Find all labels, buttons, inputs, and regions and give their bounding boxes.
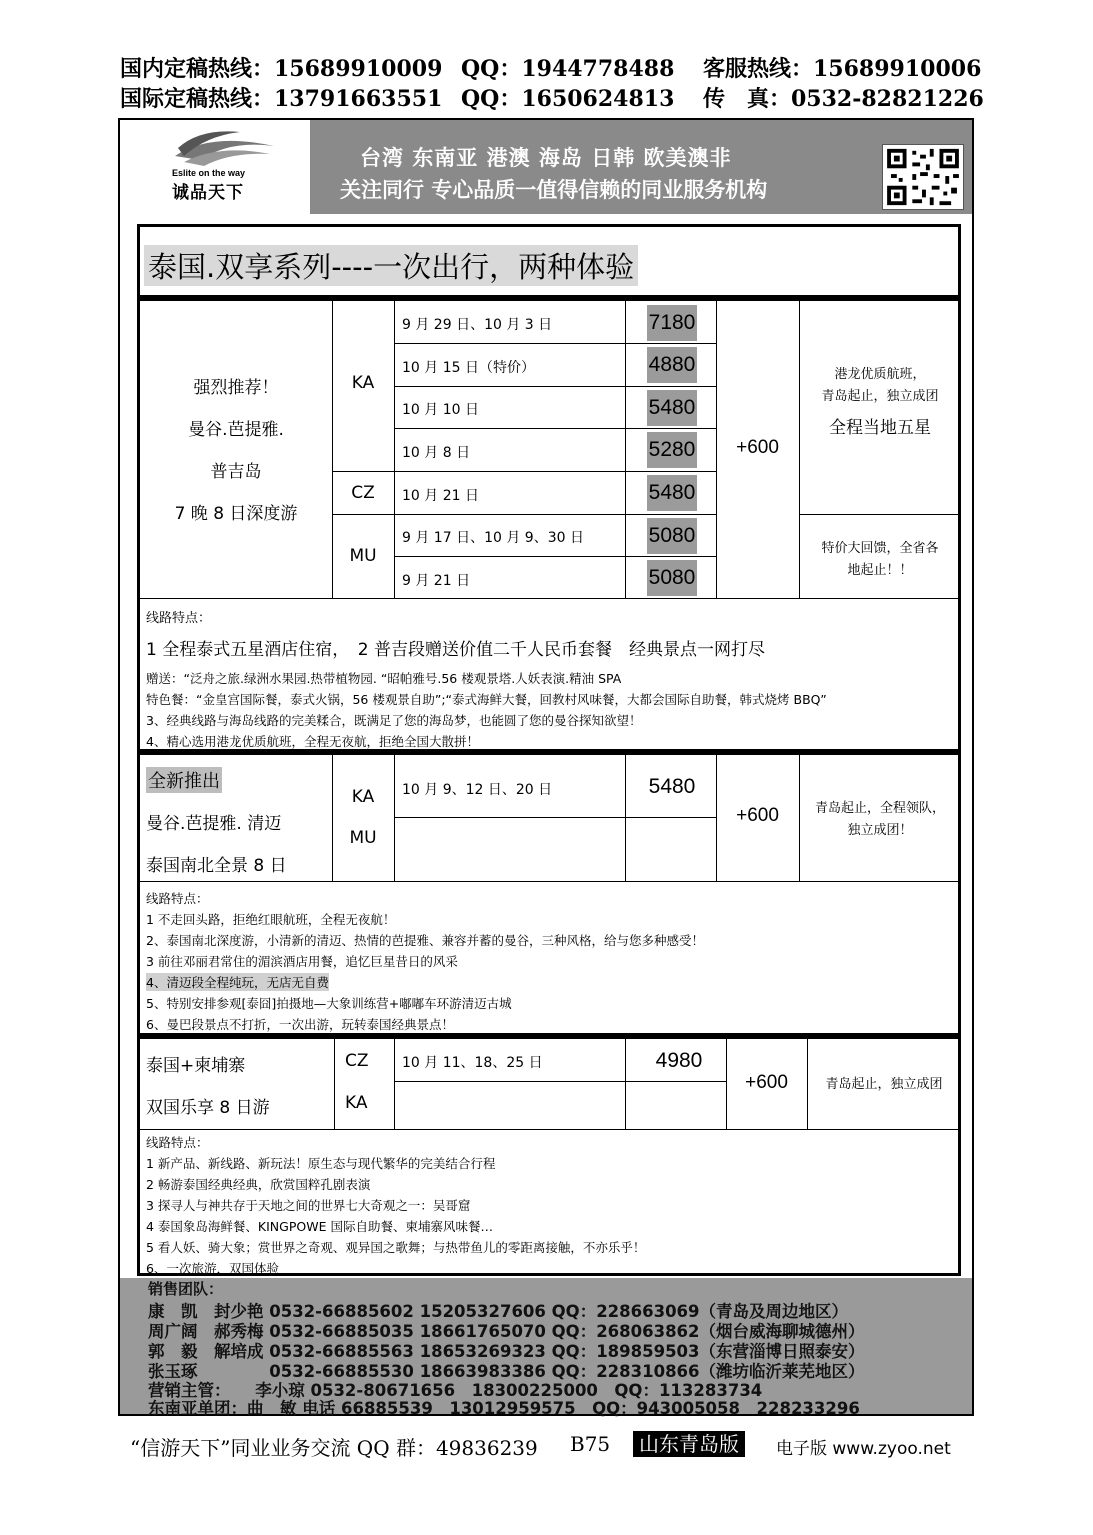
banner-slogan-panel — [310, 120, 972, 214]
qq-2: QQ：1650624813 — [461, 86, 675, 112]
feature-item: 2、泰国南北深度游，小清新的清迈、热情的芭提雅、兼容并蓄的曼谷，三种风格，给与您多种感受！ — [146, 933, 704, 948]
price: 5480 — [647, 390, 697, 426]
sales-contact-row: 东南亚单团：曲 敏 电话 66885539 13012959575 QQ：943005058 228233296 — [148, 1399, 860, 1418]
airline-ka: KA — [345, 1093, 368, 1113]
page-number: B75 — [570, 1432, 611, 1456]
note-departure: 青岛起止，全程领队， — [814, 801, 945, 816]
features-title: 线路特点： — [146, 611, 212, 626]
feature-item: 5、特别安排参观[泰囧]拍摄地—大象训练营+嘟嘟车环游清迈古城 — [146, 996, 512, 1011]
airline-cz: CZ — [345, 1051, 369, 1071]
departure-date: 10 月 15 日（特价） — [402, 360, 535, 376]
sales-contact-row: 郭 毅 解培成 0532-66885563 18653269323 QQ：189859503（东营淄博日照泰安） — [148, 1342, 865, 1361]
note-special-2: 地起止！！ — [847, 563, 913, 578]
features-title: 线路特点： — [146, 1135, 209, 1150]
airline-mu: MU — [349, 828, 377, 848]
feature-item: 赠送：“泛舟之旅.绿洲水果园.热带植物园. “昭帕雅号.56 楼观景塔.人妖表演.精油 SPA — [146, 671, 622, 686]
airline-ka: KA — [351, 787, 375, 807]
feature-item: 4、精心选用港龙优质航班，全程无夜航，拒绝全国大散拼！ — [146, 734, 479, 749]
product-route-2: 普吉岛 — [210, 462, 262, 482]
note-hotel: 全程当地五星 — [829, 418, 931, 438]
sales-contact-row: 康 凯 封少艳 0532-66885602 15205327606 QQ：228663069（青岛及周边地区） — [148, 1302, 849, 1321]
product-duration: 双国乐享 8 日游 — [146, 1098, 270, 1118]
qq-group: “信游天下”同业业务交流 QQ 群：49836239 — [130, 1436, 538, 1460]
new-badge: 全新推出 — [146, 767, 222, 793]
feature-item: 6、曼巴段景点不打折，一次出游，玩转泰国经典景点！ — [146, 1017, 454, 1032]
feature-item: 特色餐：“金皇宫国际餐，泰式火锅，56 楼观景自助”;“泰式海鲜大餐，回教村风味餐，大都会国际自助餐，韩式烧烤 BBQ” — [146, 692, 827, 707]
price: 5480 — [647, 475, 697, 511]
surcharge: +600 — [736, 437, 779, 458]
price: 4980 — [655, 1049, 703, 1072]
airline-ka: KA — [351, 373, 375, 393]
note-special: 特价大回馈，全省各 — [821, 541, 939, 556]
airline-mu: MU — [349, 546, 377, 566]
feature-item: 3 前往邓丽君常住的湄滨酒店用餐，追忆巨星昔日的风采 — [146, 954, 458, 969]
feature-highlight: 1 全程泰式五星酒店住宿， 2 普吉段赠送价值二千人民币套餐 经典景点一网打尽 — [146, 640, 765, 660]
fax-number: 传 真：0532-82821226 — [703, 86, 984, 112]
logo-english: Eslite on the way — [172, 168, 246, 178]
feature-item: 3、经典线路与海岛线路的完美糅合，既满足了您的海岛梦，也能圆了您的曼谷探知欲望！ — [146, 713, 642, 728]
sales-title: 销售团队： — [148, 1280, 224, 1298]
feature-item: 1 不走回头路，拒绝红眼航班，全程无夜航！ — [146, 912, 396, 927]
feature-item: 4、清迈段全程纯玩，无店无自费 — [146, 975, 329, 990]
logo — [120, 120, 310, 214]
departure-date: 10 月 21 日 — [402, 488, 479, 504]
international-hotline: 国际定稿热线：13791663551 — [120, 86, 443, 112]
wing-logo-icon — [170, 126, 280, 170]
series-title: 泰国.双享系列----一次出行，两种体验 — [144, 245, 638, 286]
product-section-1 — [137, 298, 961, 752]
product-route: 曼谷.芭提雅. 清迈 — [146, 814, 282, 834]
departure-date: 10 月 10 日 — [402, 402, 479, 418]
airline-cz: CZ — [351, 483, 375, 503]
features-title: 线路特点： — [146, 891, 209, 906]
series-title-box — [137, 224, 961, 298]
product-duration: 泰国南北全景 8 日 — [146, 856, 287, 876]
qq-1: QQ：1944778488 — [461, 56, 675, 82]
product-route: 泰国+柬埔寨 — [146, 1056, 246, 1076]
product-section-3 — [137, 1036, 961, 1276]
feature-item: 3 探寻人与神共存于天地之间的世界七大奇观之一：吴哥窟 — [146, 1198, 471, 1213]
feature-item: 1 新产品、新线路、新玩法！原生态与现代繁华的完美结合行程 — [146, 1156, 496, 1171]
sales-contact-row: 营销主管： 李小琼 0532-80671656 18300225000 QQ：113283734 — [148, 1381, 763, 1400]
edition-badge: 山东青岛版 — [633, 1431, 745, 1457]
sales-contact-row: 周广阔 郝秀梅 0532-66885035 18661765070 QQ：268063862（烟台威海聊城德州） — [148, 1322, 865, 1341]
banner — [120, 120, 972, 214]
product-section-2 — [137, 752, 961, 1036]
price: 4880 — [647, 347, 697, 383]
departure-date: 10 月 11、18、25 日 — [402, 1055, 543, 1071]
departure-date: 10 月 8 日 — [402, 445, 471, 461]
surcharge: +600 — [736, 805, 779, 826]
departure-date: 9 月 21 日 — [402, 573, 471, 589]
departure-date: 10 月 9、12 日、20 日 — [402, 782, 553, 798]
domestic-hotline: 国内定稿热线：15689910009 — [120, 56, 443, 82]
price: 7180 — [647, 305, 697, 341]
price: 5280 — [647, 432, 697, 468]
note-group: 独立成团！ — [847, 823, 913, 838]
note-departure: 青岛起止，独立成团 — [825, 1077, 943, 1092]
note-departure: 青岛起止，独立成团 — [821, 389, 939, 404]
website-link[interactable]: 电子版 www.zyoo.net — [776, 1439, 951, 1459]
price: 5080 — [647, 560, 697, 596]
sales-team-panel — [120, 1278, 972, 1418]
sales-contact-row: 张玉琢 0532-66885530 18663983386 QQ：228310866（潍坊临沂莱芜地区） — [148, 1362, 865, 1381]
departure-date: 9 月 17 日、10 月 9、30 日 — [402, 530, 584, 546]
destinations-line: 台湾 东南亚 港澳 海岛 日韩 欧美澳非 — [360, 146, 732, 170]
slogan-line: 关注同行 专心品质一值得信赖的同业服务机构 — [340, 178, 768, 202]
price: 5080 — [647, 518, 697, 554]
feature-item: 4 泰国象岛海鲜餐、KINGPOWE 国际自助餐、柬埔寨风味餐… — [146, 1219, 493, 1234]
feature-item: 2 畅游泰国经典经典，欣赏国粹孔剧表演 — [146, 1177, 371, 1192]
departure-date: 9 月 29 日、10 月 3 日 — [402, 317, 553, 333]
product-duration: 7 晚 8 日深度游 — [174, 504, 298, 524]
price: 5480 — [648, 775, 696, 798]
qr-code-icon — [882, 144, 964, 210]
service-hotline: 客服热线：15689910006 — [703, 56, 982, 82]
feature-item: 6、一次旅游，双国体验 — [146, 1261, 279, 1276]
product-route: 曼谷.芭提雅. — [188, 420, 284, 440]
note-flight: 港龙优质航班， — [834, 367, 926, 382]
product-tag: 强烈推荐！ — [193, 378, 279, 398]
logo-chinese: 诚品天下 — [172, 183, 244, 203]
surcharge: +600 — [745, 1072, 788, 1093]
feature-item: 5 看人妖、骑大象；赏世界之奇观、观异国之歌舞；与热带鱼儿的零距离接触，不亦乐乎！ — [146, 1240, 646, 1255]
